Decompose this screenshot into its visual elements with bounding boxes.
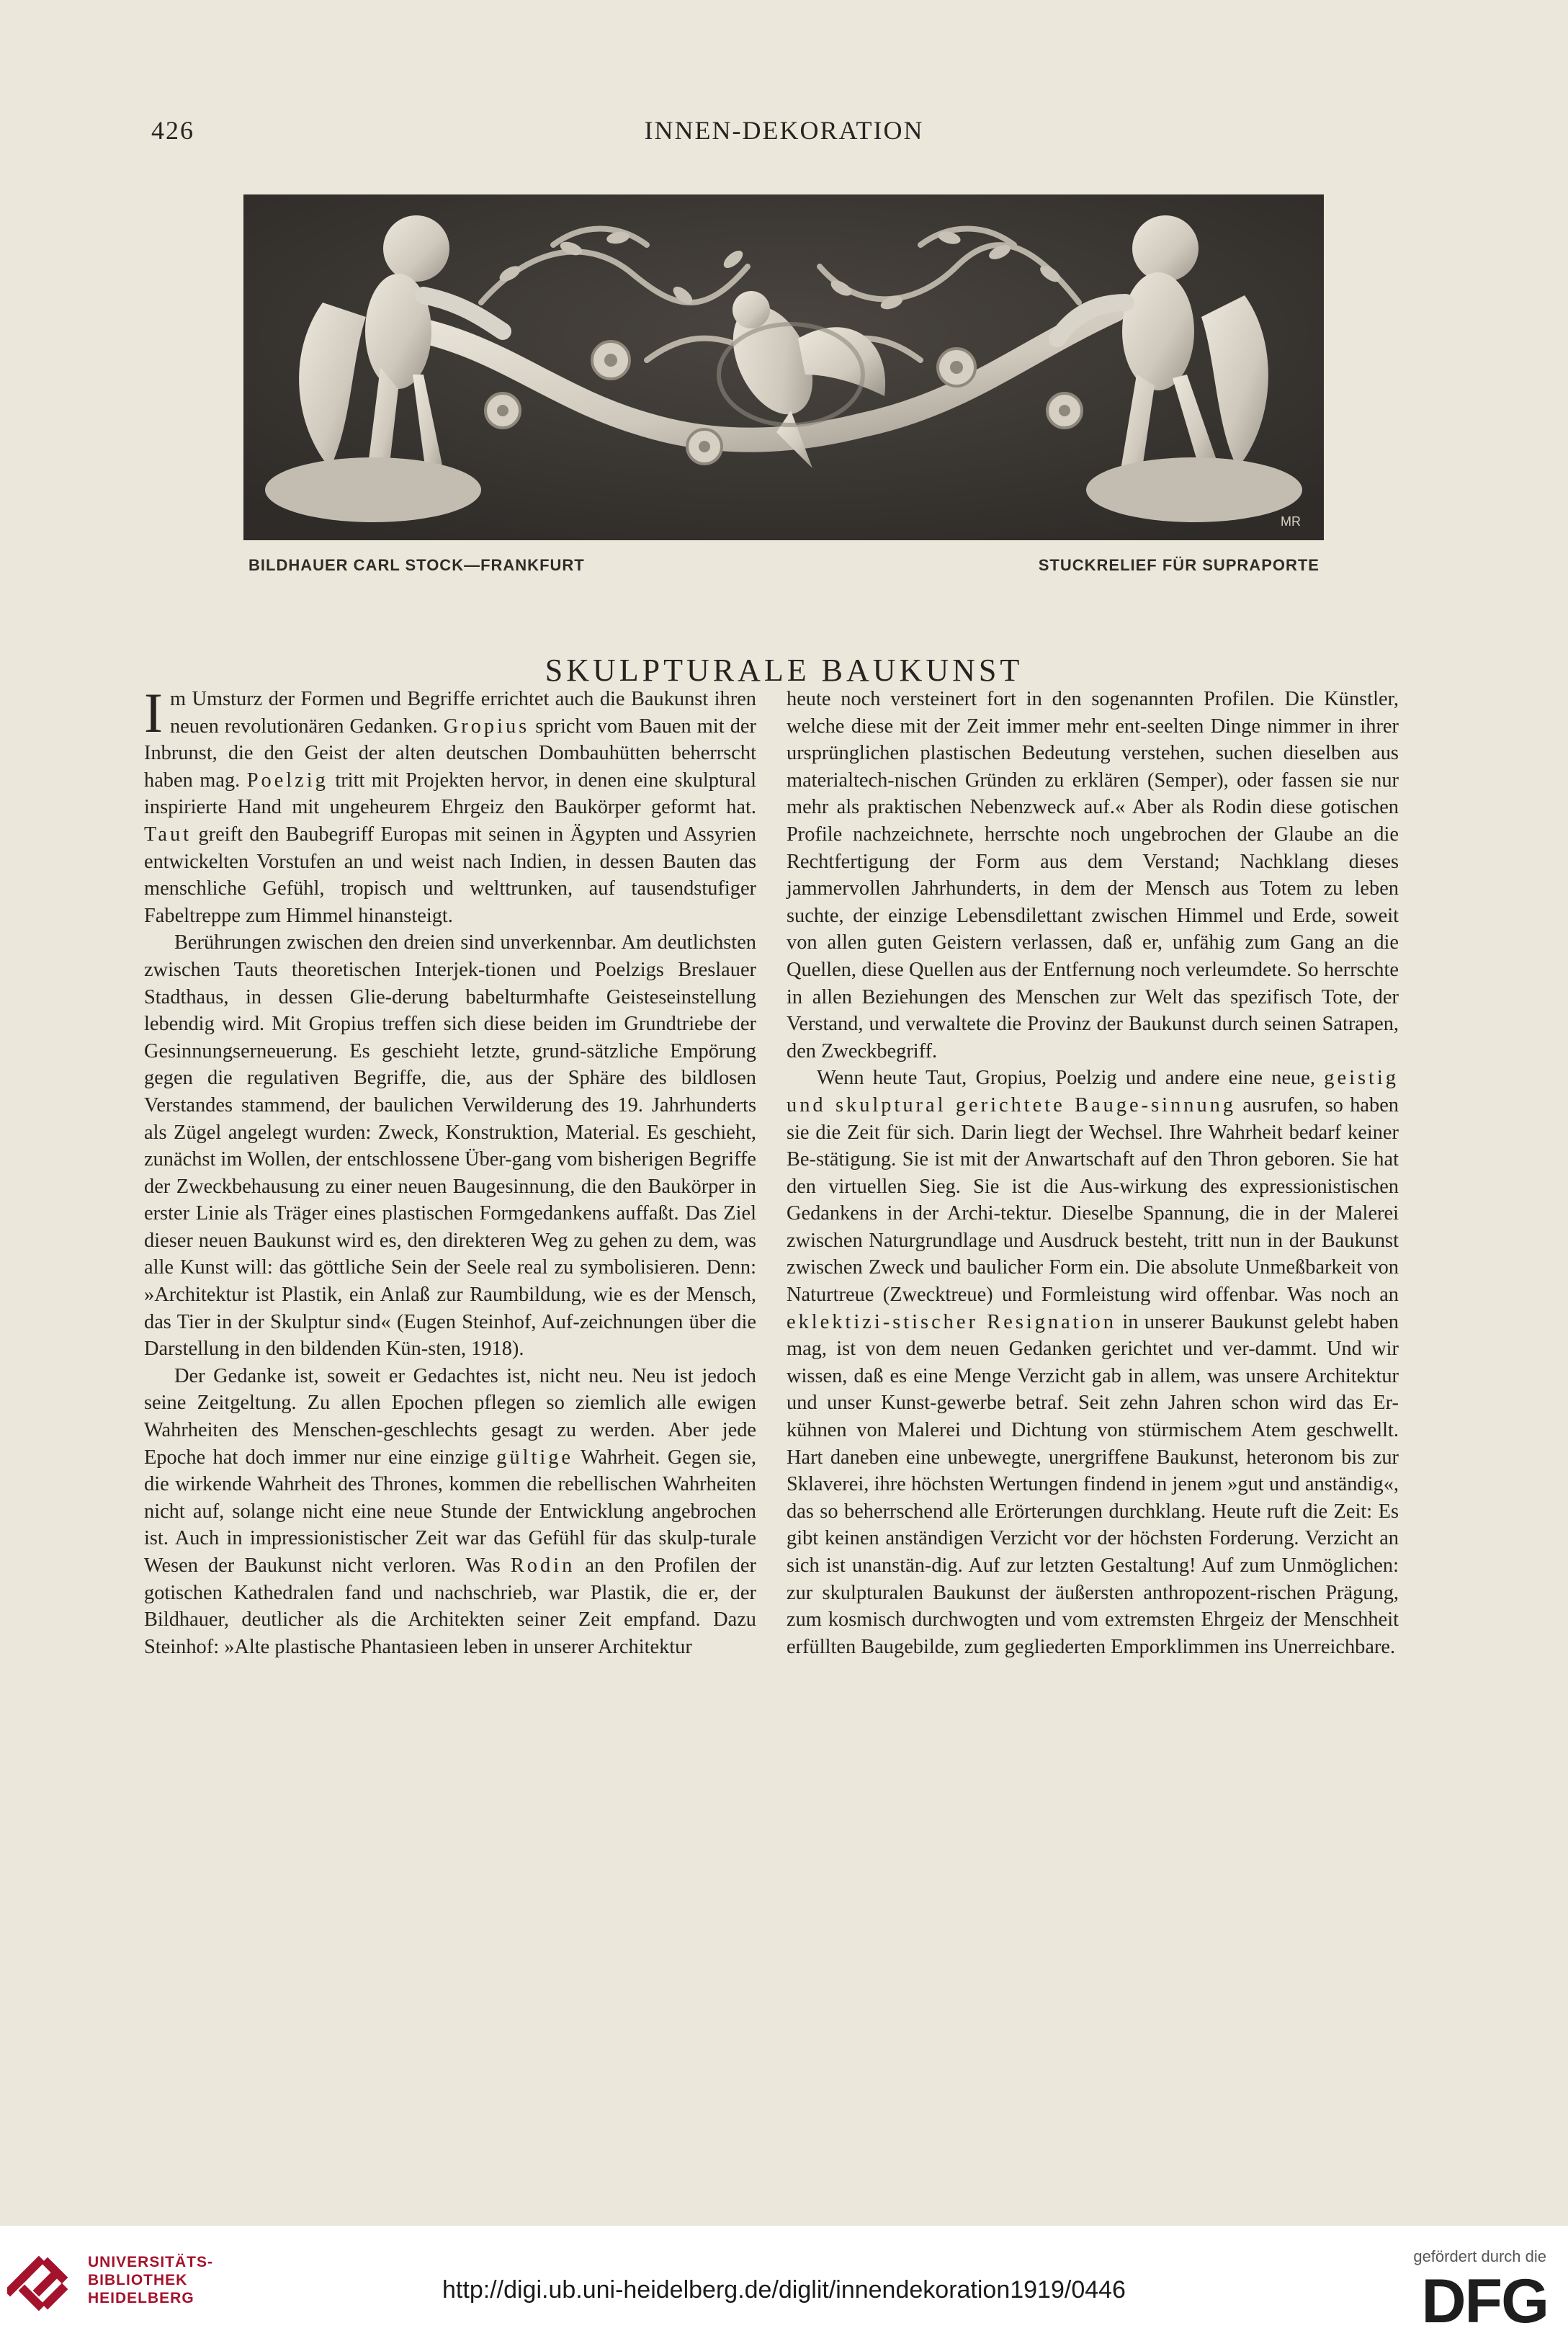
caption-subject: STUCKRELIEF FÜR SUPRAPORTE: [1038, 556, 1320, 574]
text-run: ausrufen, so haben sie die Zeit für sich. Darin liegt der Wechsel. Ihre Wahrheit bedarf keiner Be-stätigung. Sie ist mit der Anwartschaft auf den Thron geboren. Sie hat den virtuellen Sieg. Sie ist die Aus-wirkung des expressionistischen Gedankens in der Archi-tektur. Dieselbe Spannung, die in der Malerei zwischen Naturgrundlage und Ausdruck besteht, tritt nun in der Baukunst zwischen Zweck und baulicher Form ein. Die absolute Unmeßbarkeit von Naturtreue (Zwecktreue) und Formleistung wird offenbar. Was noch an: [787, 1093, 1399, 1307]
text-run: spricht vom Bauen mit der Inbrunst, die den Geist der alten deutschen Dombauhütten beherrscht haben mag.: [144, 715, 756, 792]
permalink-url[interactable]: http://digi.ub.uni-heidelberg.de/diglit/innendekoration1919/0446: [442, 2276, 1126, 2304]
name-gropius: Gropius: [443, 715, 530, 738]
library-name-line: HEIDELBERG: [88, 2290, 194, 2306]
right-cloud: [1086, 457, 1302, 522]
name-rodin: Rodin: [510, 1554, 575, 1577]
paragraph: [144, 1363, 756, 1661]
text-run: Wenn heute Taut, Gropius, Poelzig und andere eine neue,: [817, 1067, 1325, 1090]
page-number: 426: [151, 116, 194, 145]
emphasis-gueltige: gültige: [496, 1446, 574, 1469]
stucco-relief-photo: [243, 194, 1324, 540]
emphasis-resignation: eklektizi-stischer Resignation: [787, 1310, 1116, 1333]
name-taut: Taut: [144, 823, 192, 846]
sculptor-signature: MR: [1281, 514, 1301, 529]
caption-sculptor: BILDHAUER CARL STOCK—FRANKFURT: [248, 556, 585, 574]
paragraph: [787, 1065, 1399, 1660]
text-column-right: [787, 686, 1399, 1660]
running-head: [144, 115, 1424, 153]
paragraph: Berührungen zwischen den dreien sind unverkennbar. Am deutlichsten zwischen Tauts theoretischen Interjek-tionen und Poelzigs Breslauer Stadthaus, in dessen Glie-derung babelturmhafte Geisteseinstellung lebendig wird. Mit Gropius treffen sich diese beiden im Grundtriebe der Gesinnungserneuerung. Es geschieht letzte, grund-sätzliche Empörung gegen die regulativen Begriffe, die, aus der Sphäre des bildlosen Verstandes stammend, der baulichen Verwilderung des 19. Jahrhunderts als Zügel angelegt wurden: Zweck, Konstruktion, Material. Es geschieht, zunächst im Wollen, der entschlossene Über-gang vom bisherigen Begriffe der Zweckbehausung zu einer neuen Baugesinnung, die den Baukörper in erster Linie als Träger eines plastischen Formgedankens auffaßt. Das Ziel dieser neuen Baukunst wird es, den direkteren Weg zu gehen zu dem, was alle Kunst will: das göttliche Sein der Seele real zu symbolisieren. Denn: »Architektur ist Plastik, ein Anlaß zur Raumbildung, wie es der Mensch, das Tier in der Skulptur sind« (Eugen Steinhof, Auf-zeichnungen über die Darstellung in den bildenden Kün-sten, 1918).: [144, 931, 756, 1361]
text-run: an den Profilen der gotischen Kathedralen fand und nachschrieb, war Plastik, die er, der Bildhauer, deutlicher als die Architekten seiner Zeit empfand. Dazu Steinhof: »Alte plastische Phantasieen leben in unserer Architektur: [144, 1554, 756, 1658]
paragraph: heute noch versteinert fort in den sogenannten Profilen. Die Künstler, welche diese mit der Zeit immer mehr ent-seelten Dinge nimmer in ihrer ursprünglichen plastischen Bedeutung verstehen, suchen dieselben aus materialtech-nischen Gründen zu erklären (Semper), oder fassen sie nur mehr als praktischen Nebenzweck auf.« Aber als Rodin diese gotischen Profile nachzeichnete, herrschte noch ungebrochen der Glaube an die Rechtfertigung der Form aus dem Verstand; Nachklang dieses jammervollen Jahrhunderts, in dem der Mensch aus Totem zu leben suchte, der einzige Lebensdilettant zwischen Himmel und Erde, soweit von allen guten Geistern verlassen, daß er, unfähig zum Gang an die Quellen, diese Quellen aus der Entfernung noch verleumdete. So herrschte in allen Beziehungen des Menschen zur Welt das spezifisch Tote, der Verstand, und verwaltete die Provinz der Baukunst durch seinen Satrapen, den Zweckbegriff.: [787, 688, 1399, 1062]
relief-illustration: [243, 194, 1324, 540]
running-title: INNEN-DEKORATION: [644, 116, 924, 145]
text-run: tritt mit Projekten hervor, in denen eine skulptural inspirierte Hand mit ungeheurem Ehrgeiz den Baukörper geformt hat.: [144, 769, 757, 819]
text-column-left: [144, 681, 757, 1660]
text-run: m Umsturz der Formen und Begriffe errichtet auch die Baukunst ihren neuen revolutionären Gedanken.: [169, 688, 756, 738]
digitization-footer: [0, 2226, 1568, 2341]
text-run: in unserer Baukunst gelebt haben mag, ist von dem neuen Gedanken gerichtet und ver-dammt. Und wir wissen, daß es eine Menge Verzicht gab in allem, was unsere Architektur und unser Kunst-gewerbe betraf. Seit zehn Jahren schon wird das Er-kühnen von Malerei und Dichtung von stürmischem Atem geschwellt. Hart daneben eine unbewegte, unergriffene Baukunst, heteronom bis zur Sklaverei, ihre höchsten Wertungen findend in jenem »gut und anständig«, das so beherrschend alle Erörterungen durchklang. Heute ruft die Zeit: Es gibt keinen anständigen Verzicht vor der höchsten Forderung. Verzicht an sich ist unanstän-dig. Auf zur letzten Gestaltung! Auf zum Unmöglichen: zur skulpturalen Baukunst der äußersten anthropozent-rischen Prägung, zum kosmisch durchwogten und vom extremsten Ehrgeiz der Menschheit erfüllten Baugebilde, zum gegliederten Emporklimmen ins Unerreichbare.: [787, 1310, 1399, 1658]
emphasis-baugesinnung: geistig und skulptural gerichtete Bauge-sinnung: [787, 1067, 1399, 1116]
dfg-logo: DFG: [1421, 2267, 1548, 2336]
text-run: Wahrheit. Gegen sie, die wirkende Wahrheit des Thrones, kommen die rebellischen Wahrheiten nicht auf, solange nicht eine neue Stunde der Entwicklung angebrochen ist. Auch in impressionistischer Zeit war das Gefühl für das skulp-turale Wesen der Baukunst nicht verloren. Was: [144, 1446, 756, 1577]
text-run: greift den Baubegriff Europas mit seinen in Ägypten und Assyrien entwickelten Vorstufen an und weist nach Indien, in dessen Bauten das menschliche Gefühl, tropisch und welttrunken, auf tausendstufiger Fabeltreppe zum Himmel hinansteigt.: [144, 823, 756, 927]
article-title: SKULPTURALE BAUKUNST: [545, 653, 1023, 689]
funding-label: gefördert durch die: [1413, 2247, 1546, 2265]
text-run: Der Gedanke ist, soweit er Gedachtes ist, nicht neu. Neu ist jedoch seine Zeitgeltung. Zu allen Epochen pflegen so ziemlich alle ewigen Wahrheiten des Menschen-geschlechts gesagt zu werden. Aber jede Epoche hat doch immer nur eine einzige: [144, 1364, 756, 1469]
library-name-line: UNIVERSITÄTS-: [88, 2254, 214, 2270]
name-poelzig: Poelzig: [246, 769, 328, 792]
paragraph: [144, 681, 757, 929]
library-name-line: BIBLIOTHEK: [88, 2272, 188, 2288]
left-cloud: [265, 457, 481, 522]
drop-cap: I: [144, 681, 163, 744]
